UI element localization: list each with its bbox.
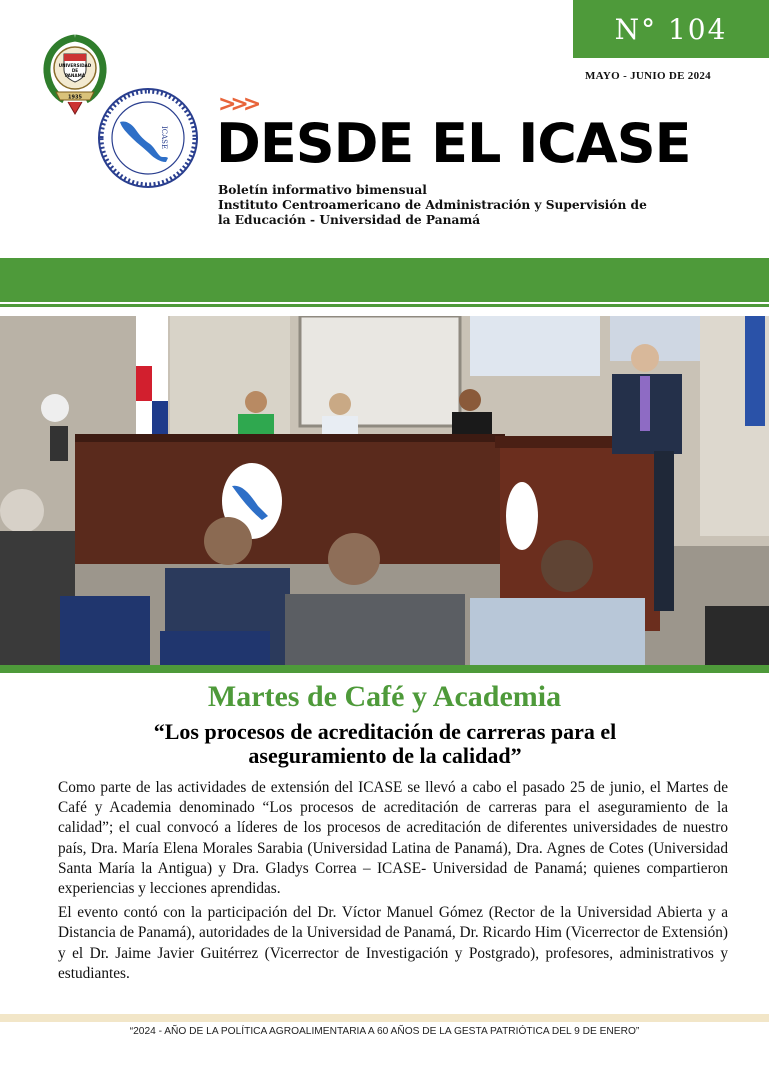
svg-text:1935: 1935	[68, 94, 82, 101]
event-photo	[0, 316, 769, 665]
subtitle-line: la Educación - Universidad de Panamá	[218, 213, 481, 227]
svg-text:DE: DE	[71, 68, 79, 73]
green-divider	[0, 304, 769, 307]
issue-date: MAYO - JUNIO DE 2024	[585, 70, 711, 82]
article-paragraph: El evento contó con la participación del Dr. Víctor Manuel Gómez (Rector de la Universidad Abierta y a Distancia de Panamá), autoridades de la Universidad de Panamá, Dr. Ricardo Him (Vicerrector de Extensión) y el Dr. Jaime Javier Guitérrez (Vicerrector de Investigación y Postgrado), profesores, administrativos y estudiantes.	[58, 904, 728, 982]
issue-number-box	[573, 0, 769, 58]
section-title: Martes de Café y Academia	[207, 680, 562, 713]
svg-text:ICASE: ICASE	[160, 126, 168, 150]
green-banner	[0, 258, 769, 302]
photo-border	[0, 665, 769, 673]
svg-text:UNIVERSIDAD: UNIVERSIDAD	[58, 63, 92, 68]
footer-motto: “2024 - AÑO DE LA POLÍTICA AGROALIMENTARIA A 60 AÑOS DE LA GESTA PATRIÓTICA DEL 9 DE ENERO”	[129, 1026, 640, 1037]
subtitle-line: Instituto Centroamericano de Administración y Supervisión de	[218, 198, 647, 212]
footer-divider	[0, 1014, 769, 1022]
article-headline: “Los procesos de acreditación de carreras para el aseguramiento de la calidad”	[153, 719, 617, 768]
svg-text:PANAMÁ: PANAMÁ	[64, 73, 86, 78]
subtitle-line: Boletín informativo bimensual	[218, 183, 427, 197]
issue-number: N° 104	[614, 12, 728, 46]
bulletin-subtitle	[218, 183, 678, 228]
article-paragraph: Como parte de las actividades de extensión del ICASE se llevó a cabo el pasado 25 de junio, el Martes de Café y Academia denominado “Los procesos de acreditación de carreras para el aseguramiento de la calidad”; el cual convocó a líderes de los procesos de acreditación de diferentes universidades de nuestro país, Dra. María Elena Morales Sarabia (Universidad Latina de Panamá), Dra. Agnes de Cotes (Universidad Santa María la Antigua) y Dra. Gladys Correa – ICASE- Universidad de Panamá; quienes compartieron experiencias y lecciones aprendidas.	[58, 779, 728, 898]
article-body	[58, 778, 728, 988]
chevron-decoration-icon: >>>	[218, 92, 256, 117]
icase-seal-logo	[96, 86, 200, 190]
bulletin-title: DESDE EL ICASE	[216, 112, 691, 175]
